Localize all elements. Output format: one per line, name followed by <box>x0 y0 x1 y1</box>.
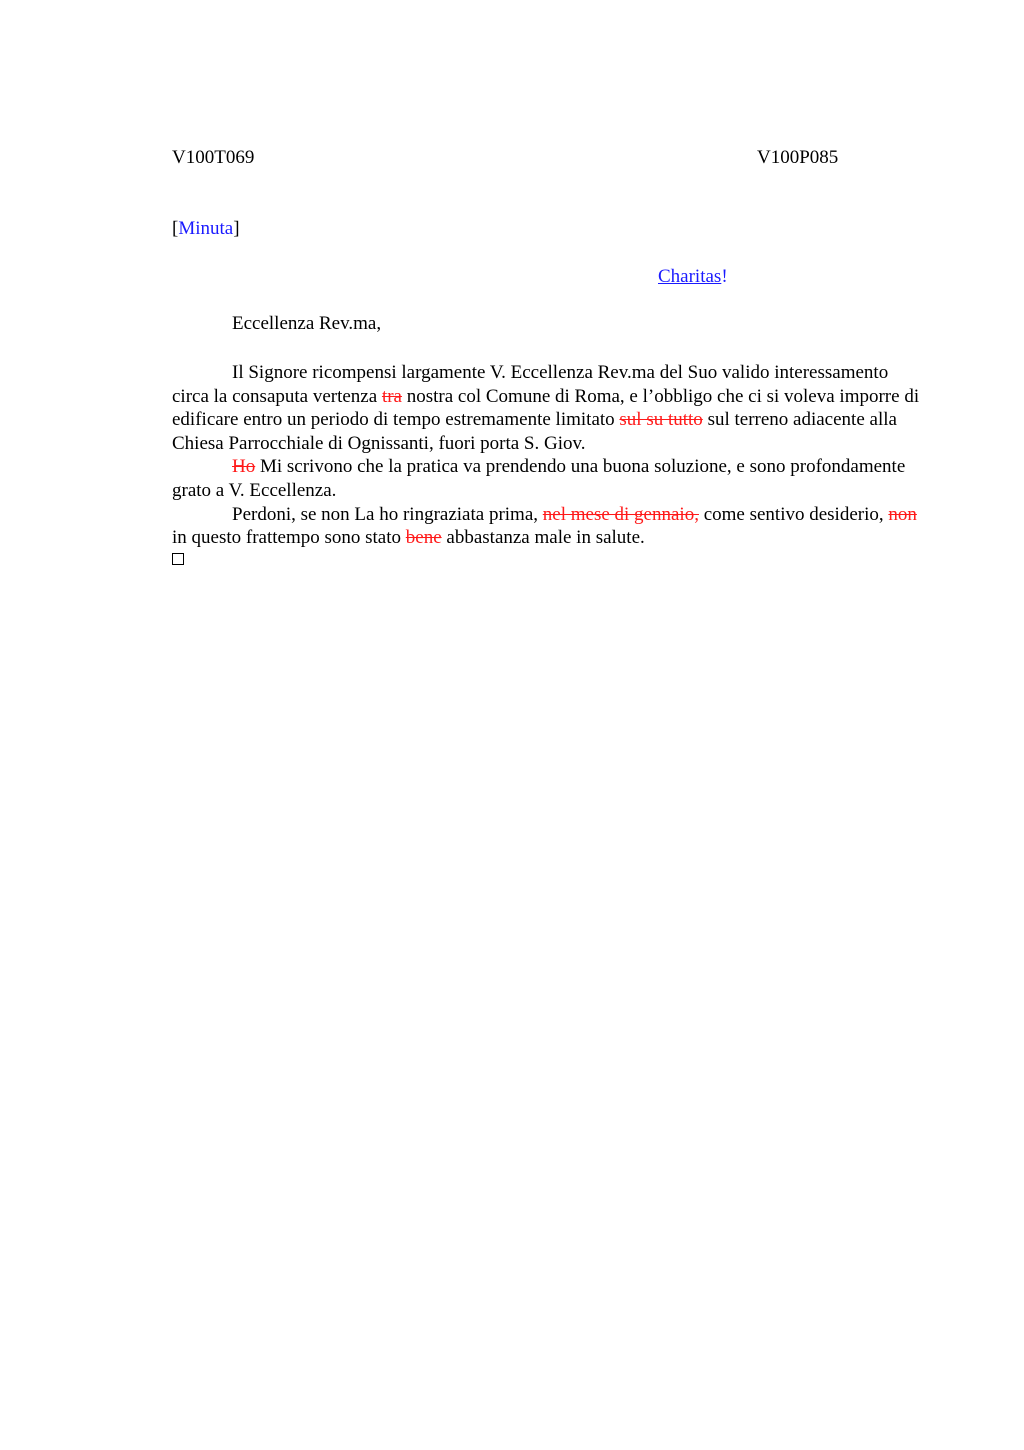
paragraph-3-text-4: abbastanza male in salute. <box>441 527 645 549</box>
paragraph-2 <box>172 455 924 502</box>
document-code-left: V100T069 <box>172 147 255 168</box>
paragraph-3 <box>172 503 924 550</box>
salutation: Eccellenza Rev.ma, <box>232 313 382 334</box>
deleted-word-ho: Ho <box>232 456 256 478</box>
motto-punctuation: ! <box>721 266 728 287</box>
paragraph-2-text-1: Mi scrivono che la pratica va prendendo una buona soluzione, e sono profondamente grato a V. Eccellenza. <box>172 456 906 501</box>
paragraph-3-text-3: in questo frattempo sono stato <box>172 527 406 549</box>
end-marker-box-icon <box>172 553 184 565</box>
draft-open-bracket: [ <box>172 218 179 239</box>
deleted-words-nel-mese-di-gennaio: nel mese di gennaio, <box>542 503 699 525</box>
paragraph-1-text-1: Il Signore ricompensi largamente V. Eccellenza Rev.ma del Suo valido interessamento circa la consaputa vertenza <box>172 362 889 407</box>
paragraph-3-text-1: Perdoni, se non La ho ringraziata prima, <box>232 503 543 525</box>
draft-close-bracket: ] <box>233 218 240 239</box>
paragraph-1 <box>172 361 924 455</box>
paragraph-3-text-2: come sentivo desiderio, <box>698 503 889 525</box>
motto-link[interactable]: Charitas <box>658 266 722 287</box>
paragraph-1-text-2: nostra col Comune di Roma, e l’obbligo che ci si voleva imporre di edificare entro un periodo di tempo estremamente limitato <box>172 385 920 431</box>
deleted-word-non: non <box>888 503 917 525</box>
deleted-words-sul-su-tutto: sul su tutto <box>619 409 703 431</box>
letter-body <box>172 361 924 550</box>
paragraph-1-text-3: sul terreno adiacente alla Chiesa Parrocchiale di Ognissanti, fuori porta S. Giov. <box>172 409 897 454</box>
draft-label-text: Minuta <box>178 218 234 239</box>
draft-label <box>172 218 240 240</box>
document-code-right: V100P085 <box>757 147 839 168</box>
deleted-word-tra: tra <box>381 385 402 407</box>
deleted-word-bene: bene <box>405 527 442 549</box>
motto <box>658 266 728 288</box>
